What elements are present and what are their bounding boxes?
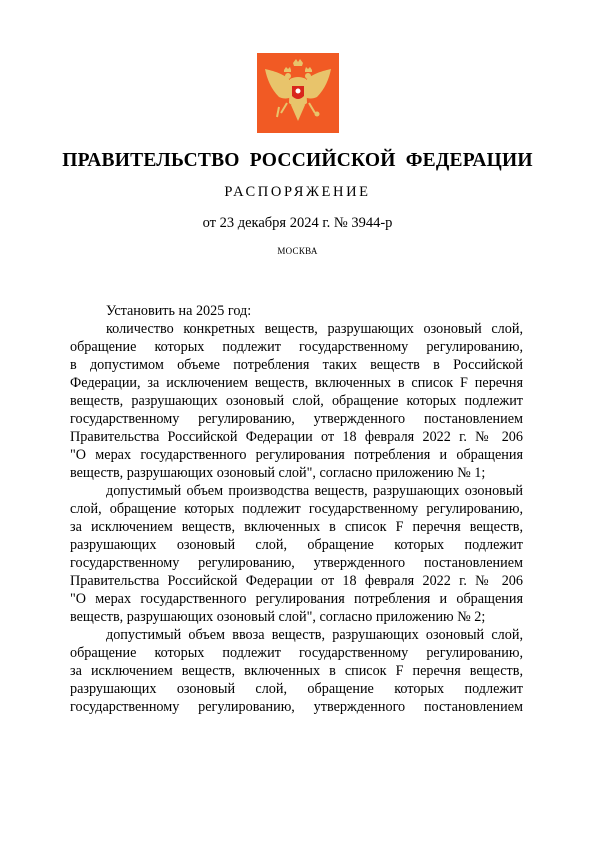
body-line: "О мерах государственного регулирования потребления и обращения xyxy=(70,591,523,607)
document-date-number: от 23 декабря 2024 г. № 3944-р xyxy=(202,215,393,231)
body-line: веществ, разрушающих озоновый слой", согласно приложению № 1; xyxy=(70,465,486,481)
body-line: разрушающих озоновый слой, обращение которых подлежит xyxy=(70,681,523,697)
body-line: веществ, разрушающих озоновый слой, обращение которых подлежит xyxy=(70,393,523,409)
body-line: Установить на 2025 год: xyxy=(106,303,252,319)
body-line: Правительства Российской Федерации от 18 февраля 2022 г. № 206 xyxy=(70,429,523,445)
body-line: обращение которых подлежит государственному регулированию, xyxy=(70,339,523,355)
body-line: разрушающих озоновый слой, обращение которых подлежит xyxy=(70,537,523,553)
government-title: ПРАВИТЕЛЬСТВО РОССИЙСКОЙ ФЕДЕРАЦИИ xyxy=(62,150,533,171)
body-line: за исключением веществ, включенных в список F перечня веществ, xyxy=(70,663,523,679)
body-line: за исключением веществ, включенных в список F перечня веществ, xyxy=(70,519,523,535)
body-line: допустимый объем ввоза веществ, разрушающих озоновый слой, xyxy=(106,627,523,643)
body-line: государственному регулированию, утвержденного постановлением xyxy=(70,699,523,715)
body-line: слой, обращение которых подлежит государственному регулированию, xyxy=(70,501,523,517)
body-line: государственному регулированию, утвержденного постановлением xyxy=(70,555,523,571)
document-type: РАСПОРЯЖЕНИЕ xyxy=(224,184,371,200)
city: МОСКВА xyxy=(277,246,318,256)
body-line: в допустимом объеме потребления таких веществ в Российской xyxy=(70,357,523,373)
body-line: "О мерах государственного регулирования потребления и обращения xyxy=(70,447,523,463)
body-line: веществ, разрушающих озоновый слой", согласно приложению № 2; xyxy=(70,609,486,625)
body-line: Правительства Российской Федерации от 18 февраля 2022 г. № 206 xyxy=(70,573,523,589)
body-line: допустимый объем производства веществ, разрушающих озоновый xyxy=(106,483,523,499)
body-line: государственному регулированию, утвержденного постановлением xyxy=(70,411,523,427)
body-line: Федерации, за исключением веществ, включенных в список F перечня xyxy=(70,375,523,391)
state-emblem xyxy=(257,53,339,133)
coat-of-arms-icon xyxy=(257,53,339,133)
document-body xyxy=(70,302,523,716)
body-line: количество конкретных веществ, разрушающих озоновый слой, xyxy=(106,321,523,337)
body-line: обращение которых подлежит государственному регулированию, xyxy=(70,645,523,661)
